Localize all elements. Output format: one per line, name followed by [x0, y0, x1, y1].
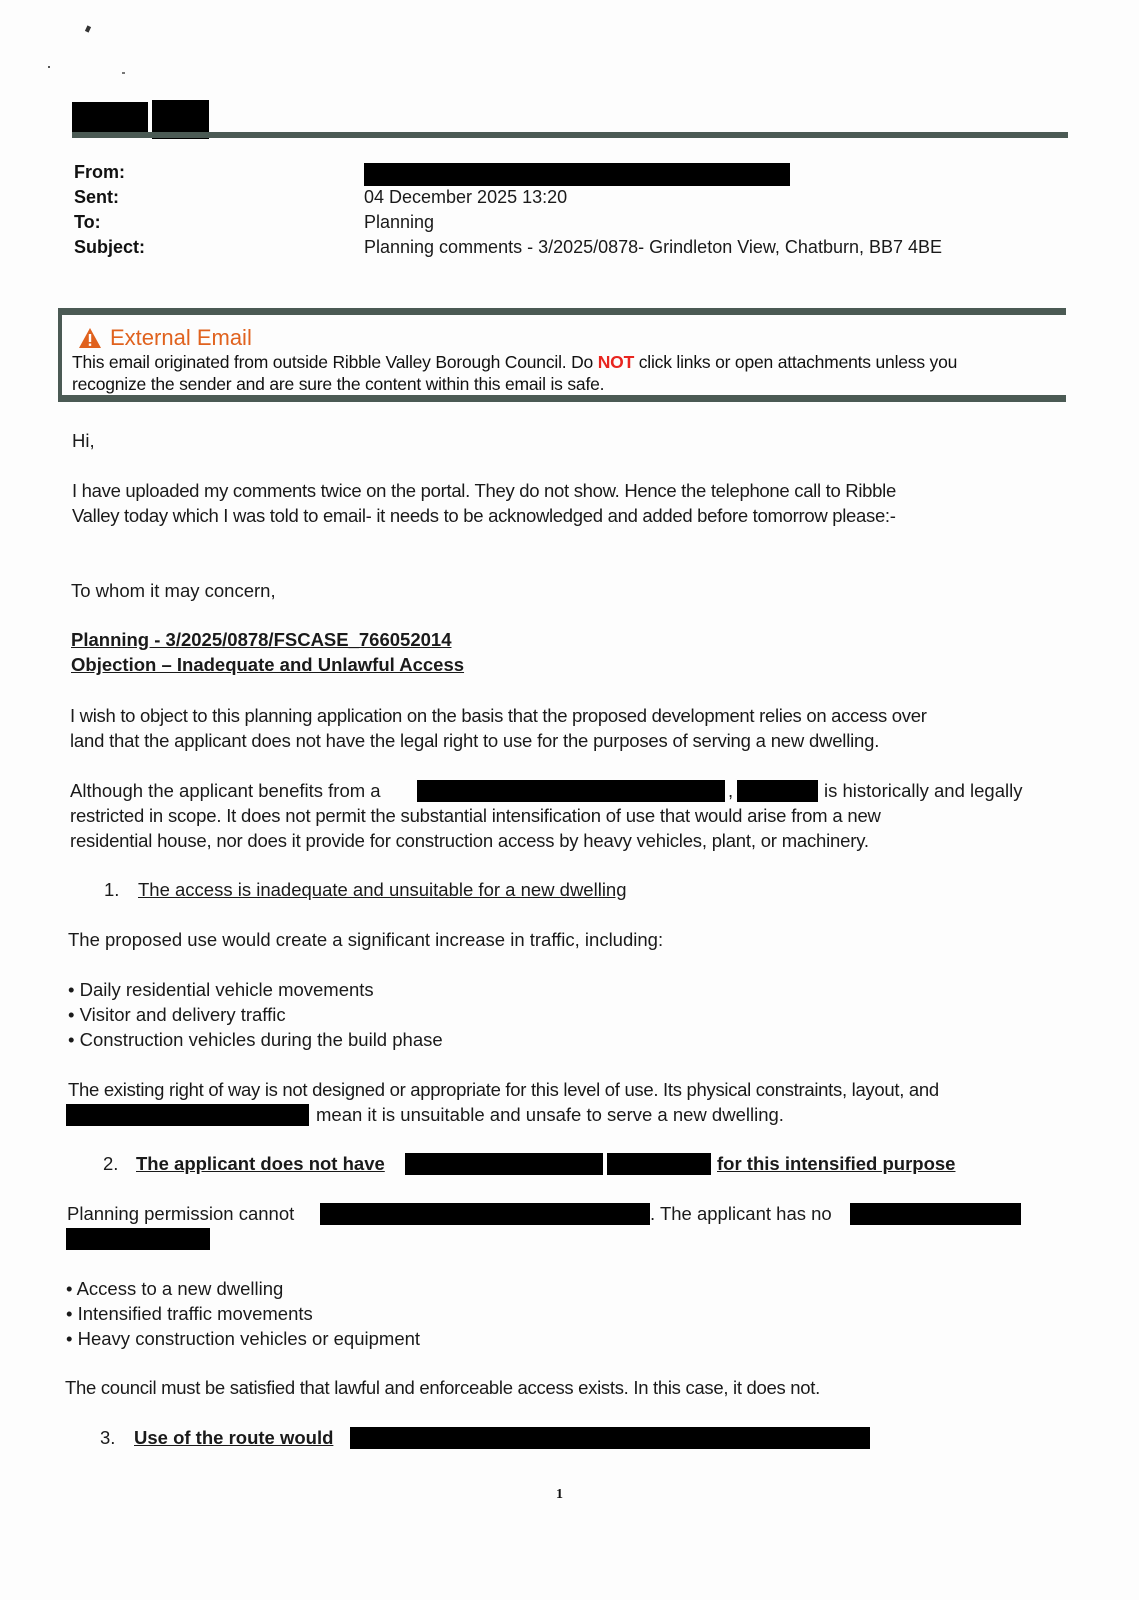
to-value: Planning [364, 212, 435, 232]
list-item: • Access to a new dwelling [66, 1278, 284, 1299]
para2-comma: , [728, 780, 734, 801]
page-number: 1 [556, 1487, 563, 1502]
banner-line-1-text: This email originated from outside Ribble Valley Borough Council. Do [72, 352, 598, 372]
redacted-text [66, 1228, 210, 1250]
banner-title: External Email [110, 325, 252, 350]
scan-speck [122, 72, 125, 74]
subject-label: Subject: [74, 237, 146, 257]
scan-speck [85, 25, 91, 32]
from-label: From: [74, 162, 125, 182]
warning-icon [78, 327, 102, 349]
para5-middle: . The applicant has no [650, 1203, 832, 1224]
para4-line-2: mean it is unsuitable and unsafe to serve a new dwelling. [316, 1104, 784, 1125]
item-3-number: 3. [100, 1427, 116, 1448]
item-1-heading: The access is inadequate and unsuitable for a new dwelling [138, 879, 627, 900]
banner-not-word: NOT [597, 352, 635, 372]
intro-line-1: I have uploaded my comments twice on the portal. They do not show. Hence the telephone call to Ribble [72, 480, 896, 501]
para2-line-3: residential house, nor does it provide for construction access by heavy vehicles, plant, or machinery. [70, 830, 869, 851]
list-item: • Visitor and delivery traffic [68, 1004, 286, 1025]
para2-line-1-start: Although the applicant benefits from a [70, 780, 381, 801]
para6: The council must be satisfied that lawful and enforceable access exists. In this case, it does not. [65, 1377, 820, 1398]
item-2-heading-start: The applicant does not have [136, 1153, 385, 1174]
banner-line-2: recognize the sender and are sure the content within this email is safe. [72, 374, 605, 394]
subject-value: Planning comments - 3/2025/0878- Grindleton View, Chatburn, BB7 4BE [364, 237, 943, 257]
objection-heading: Objection – Inadequate and Unlawful Access [71, 654, 465, 675]
item-1-number: 1. [104, 879, 120, 900]
banner-line-1-text-end: click links or open attachments unless you [634, 352, 958, 372]
para4-line-1: The existing right of way is not designed or appropriate for this level of use. Its physical constraints, layout, and [68, 1079, 939, 1100]
para1-line-2: land that the applicant does not have the legal right to use for the purposes of serving a new dwelling. [70, 730, 880, 751]
to-label: To: [74, 212, 101, 232]
redacted-text [350, 1427, 870, 1449]
header-rule [72, 132, 1068, 138]
para1-line-1: I wish to object to this planning application on the basis that the proposed development relies on access over [70, 705, 927, 726]
redacted-text [405, 1153, 603, 1175]
scan-speck [48, 66, 50, 68]
redacted-text [737, 780, 818, 802]
para5-start: Planning permission cannot [67, 1203, 295, 1224]
redacted-from-address [364, 163, 790, 186]
redacted-text [66, 1104, 309, 1126]
sent-value: 04 December 2025 13:20 [364, 187, 568, 207]
greeting: Hi, [72, 430, 95, 451]
list-item: • Intensified traffic movements [66, 1303, 313, 1324]
para2-line-1-end: is historically and legally [824, 780, 1023, 801]
list-item: • Heavy construction vehicles or equipment [66, 1328, 421, 1349]
item-2-heading-end: for this intensified purpose [717, 1153, 956, 1174]
sent-label: Sent: [74, 187, 119, 207]
external-email-banner [58, 308, 1066, 402]
planning-reference-heading: Planning - 3/2025/0878/FSCASE_766052014 [71, 629, 452, 650]
para2-line-2: restricted in scope. It does not permit the substantial intensification of use that would arise from a new [70, 805, 881, 826]
item-3-heading: Use of the route would [134, 1427, 334, 1448]
list-item: • Construction vehicles during the build phase [68, 1029, 443, 1050]
item-2-number: 2. [103, 1153, 119, 1174]
salutation: To whom it may concern, [71, 580, 276, 601]
redacted-text [417, 780, 725, 802]
redacted-text [850, 1203, 1021, 1225]
para3: The proposed use would create a significant increase in traffic, including: [68, 929, 664, 950]
banner-line-1 [72, 352, 957, 373]
list-item: • Daily residential vehicle movements [68, 979, 374, 1000]
redacted-text [607, 1153, 711, 1175]
intro-line-2: Valley today which I was told to email- it needs to be acknowledged and added before tomorrow please:- [72, 505, 896, 526]
redacted-text [320, 1203, 650, 1225]
